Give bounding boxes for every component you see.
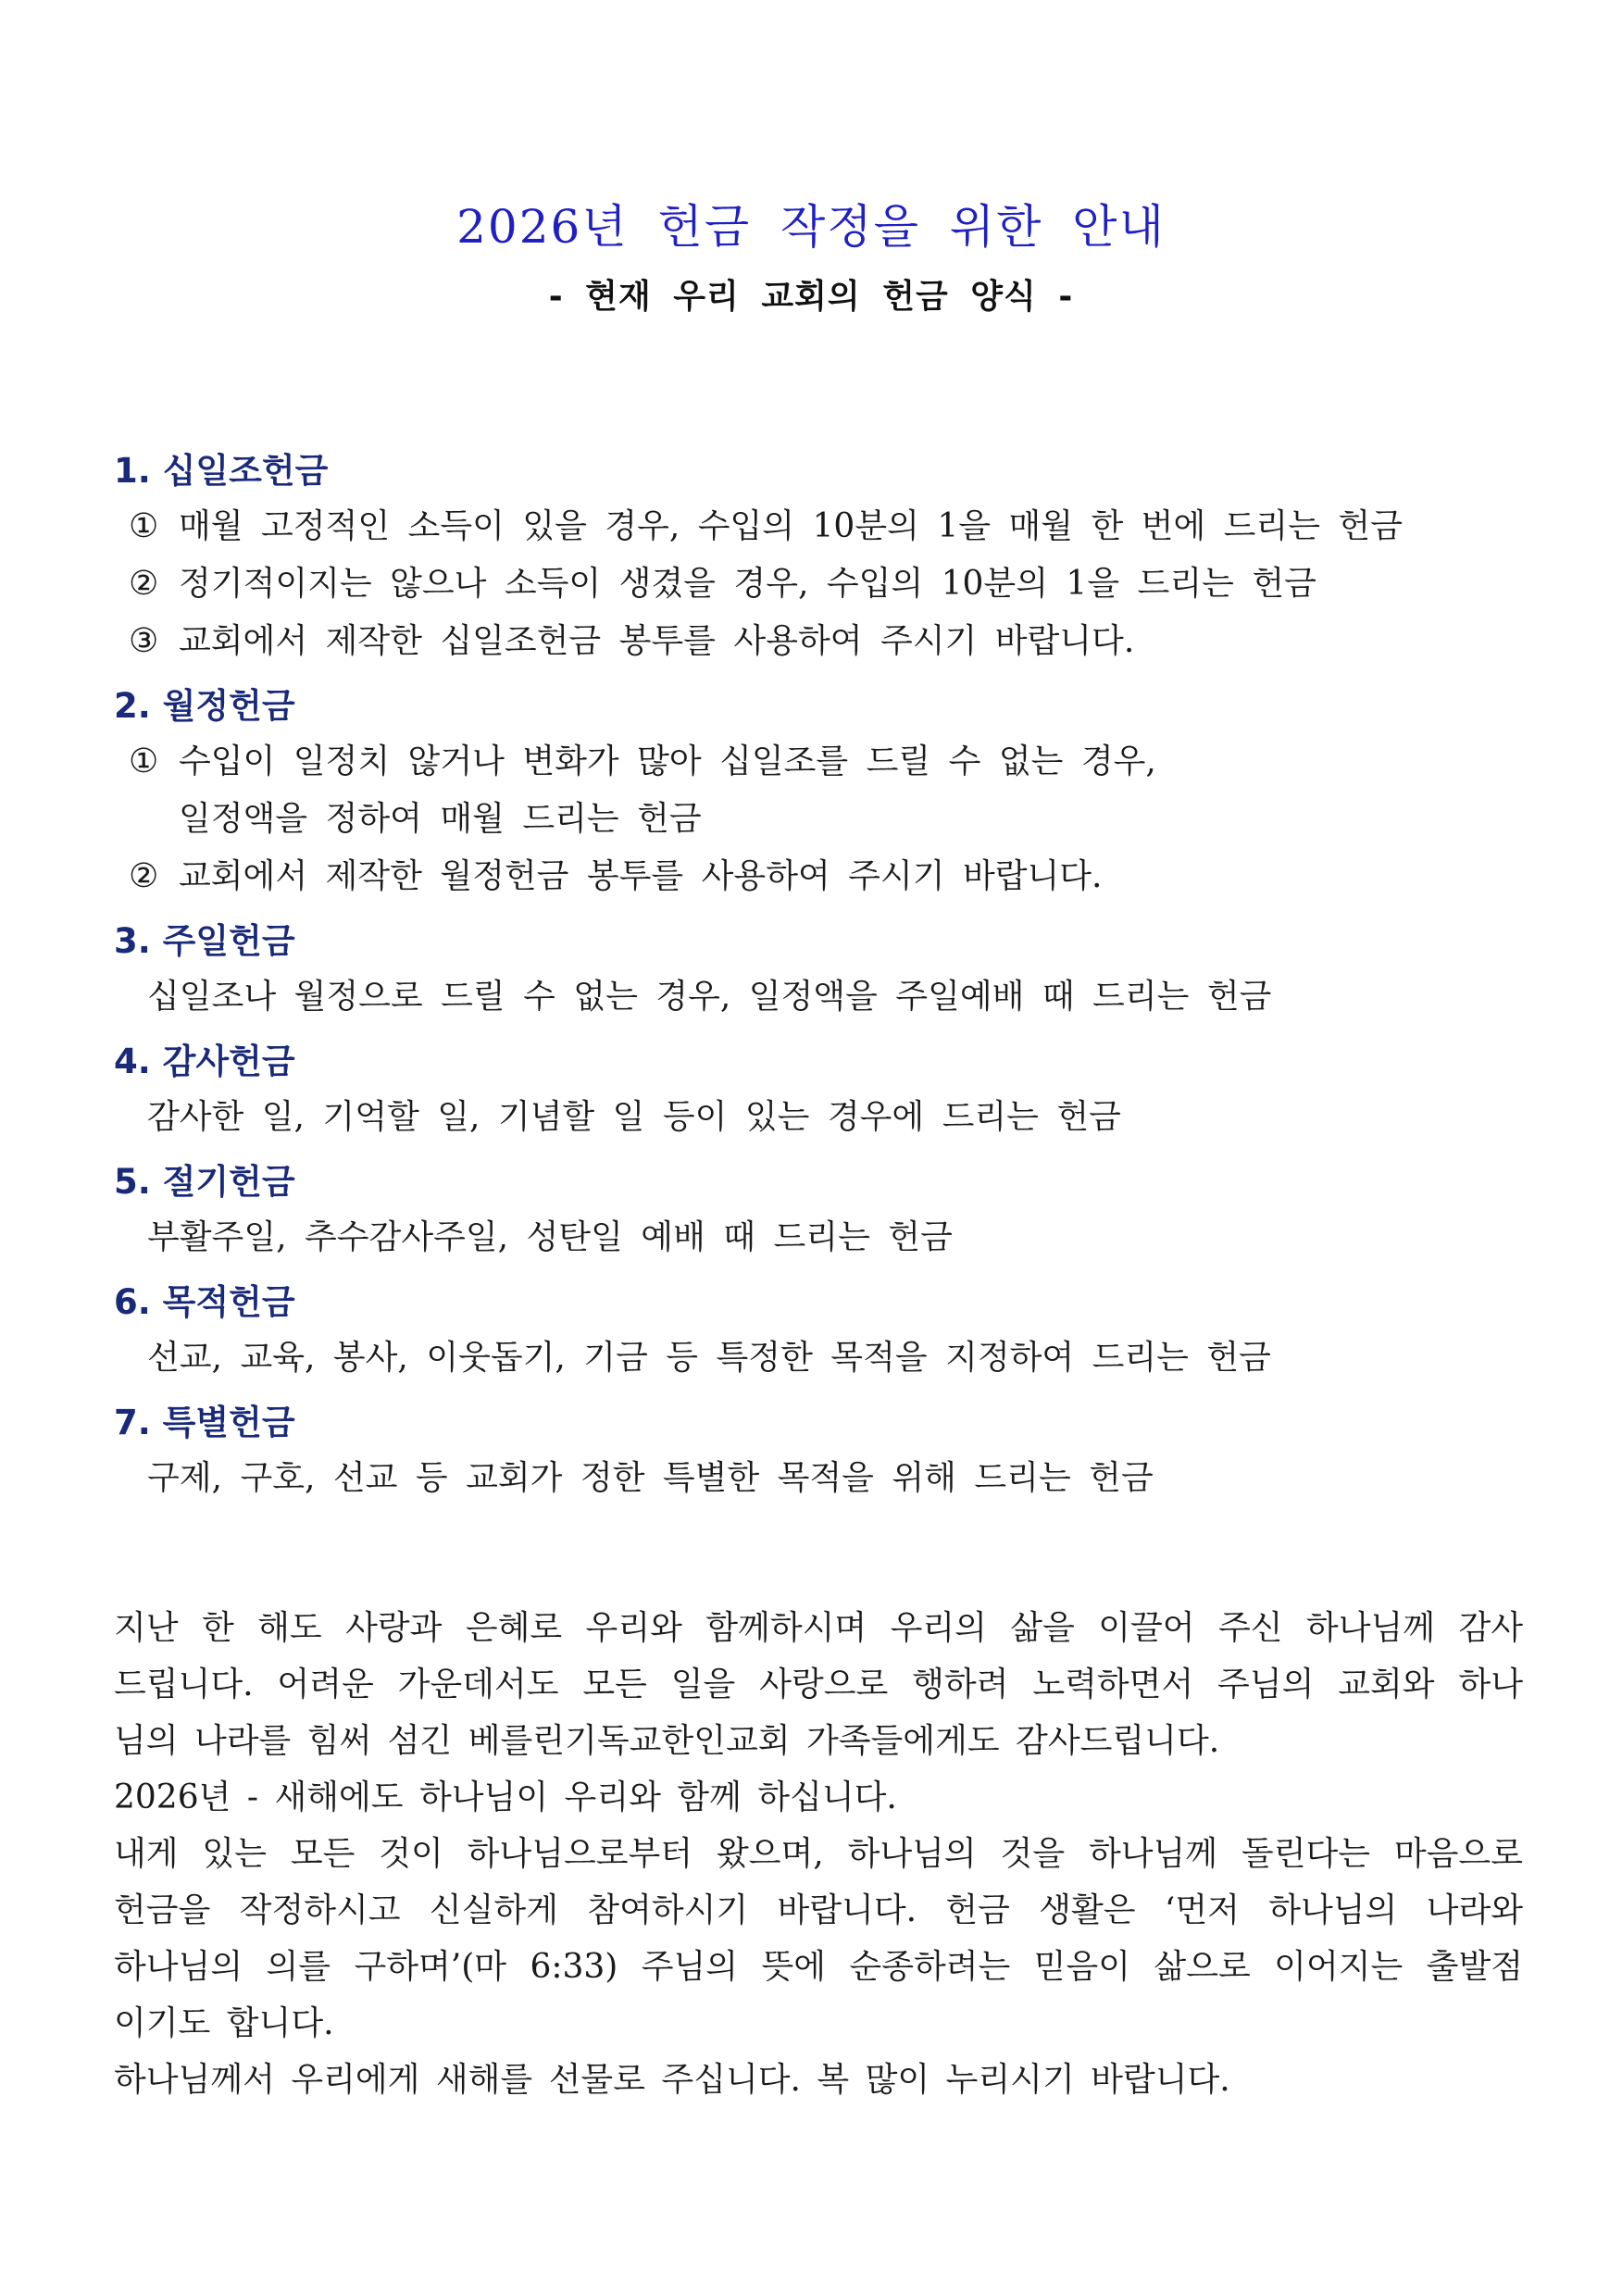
section-heading: 1. 십일조헌금 — [114, 451, 329, 491]
list-item — [114, 613, 1523, 670]
section-tithe — [114, 444, 1523, 670]
closing-line: 하나님의 의를 구하며’(마 6:33) 주님의 뜻에 순종하려는 믿음이 삶으로 이어지는 출발점 — [114, 1948, 1523, 1986]
section-heading: 5. 절기헌금 — [114, 1162, 295, 1202]
item-text: 교회에서 제작한 십일조헌금 봉투를 사용하여 주시기 바랍니다. — [179, 622, 1135, 660]
page-title: 2026년 헌금 작정을 위한 안내 — [456, 200, 1166, 254]
section-text: 감사한 일, 기억할 일, 기념할 일 등이 있는 경우에 드리는 헌금 — [147, 1098, 1121, 1136]
closing-line: 지난 한 해도 사랑과 은혜로 우리와 함께하시며 우리의 삶을 이끌어 주신 하나님께 감사 — [114, 1609, 1523, 1647]
section-text: 십일조나 월정으로 드릴 수 없는 경우, 일정액을 주일예배 때 드리는 헌금 — [147, 978, 1272, 1016]
section-heading: 6. 목적헌금 — [114, 1282, 295, 1322]
section-seasonal — [114, 1155, 1523, 1267]
item-marker: ① — [129, 507, 159, 545]
section-thanksgiving — [114, 1035, 1523, 1146]
closing-line: 이기도 합니다. — [114, 2004, 334, 2042]
section-monthly — [114, 680, 1523, 905]
page-subtitle: - 현재 우리 교회의 헌금 양식 - — [548, 278, 1074, 316]
item-marker: ③ — [129, 622, 159, 660]
closing-message — [114, 1600, 1523, 2108]
item-text: 교회에서 제작한 월정헌금 봉투를 사용하여 주시기 바랍니다. — [179, 857, 1103, 895]
section-heading: 3. 주일헌금 — [114, 921, 295, 961]
section-heading: 7. 특별헌금 — [114, 1403, 295, 1442]
item-marker: ② — [129, 857, 159, 895]
item-continuation: 일정액을 정하여 매월 드리는 헌금 — [179, 800, 702, 838]
list-item — [114, 848, 1523, 905]
item-marker: ② — [129, 565, 159, 603]
section-text: 부활주일, 추수감사주일, 성탄일 예배 때 드리는 헌금 — [147, 1218, 953, 1256]
section-sunday — [114, 915, 1523, 1026]
closing-line: 드립니다. 어려운 가운데서도 모든 일을 사랑으로 행하려 노력하면서 주님의 교회와 하나 — [114, 1666, 1523, 1703]
item-text: 정기적이지는 않으나 소득이 생겼을 경우, 수입의 10분의 1을 드리는 헌금 — [179, 565, 1316, 603]
section-heading: 2. 월정헌금 — [114, 686, 295, 726]
closing-line: 하나님께서 우리에게 새해를 선물로 주십니다. 복 많이 누리시기 바랍니다. — [114, 2061, 1230, 2099]
section-text: 구제, 구호, 선교 등 교회가 정한 특별한 목적을 위해 드리는 헌금 — [147, 1459, 1154, 1497]
list-item — [114, 733, 1523, 791]
list-item — [114, 498, 1523, 555]
item-marker: ① — [129, 742, 159, 780]
section-heading: 4. 감사헌금 — [114, 1042, 295, 1081]
section-special — [114, 1396, 1523, 1507]
item-text: 수입이 일정치 않거나 변화가 많아 십일조를 드릴 수 없는 경우, — [179, 742, 1156, 780]
list-item — [114, 555, 1523, 613]
closing-line: 님의 나라를 힘써 섬긴 베를린기독교한인교회 가족들에게도 감사드립니다. — [114, 1722, 1220, 1760]
section-designated — [114, 1276, 1523, 1387]
closing-line: 헌금을 작정하시고 신실하게 참여하시기 바랍니다. 헌금 생활은 ‘먼저 하나님의 나라와 — [114, 1891, 1523, 1929]
closing-line: 내게 있는 모든 것이 하나님으로부터 왔으며, 하나님의 것을 하나님께 돌린다는 마음으로 — [114, 1835, 1523, 1873]
closing-line: 2026년 - 새해에도 하나님이 우리와 함께 하십니다. — [114, 1778, 897, 1816]
offering-sections — [114, 444, 1523, 1507]
item-text: 매월 고정적인 소득이 있을 경우, 수입의 10분의 1을 매월 한 번에 드리는 헌금 — [179, 507, 1403, 545]
section-text: 선교, 교육, 봉사, 이웃돕기, 기금 등 특정한 목적을 지정하여 드리는 헌금 — [147, 1339, 1271, 1377]
